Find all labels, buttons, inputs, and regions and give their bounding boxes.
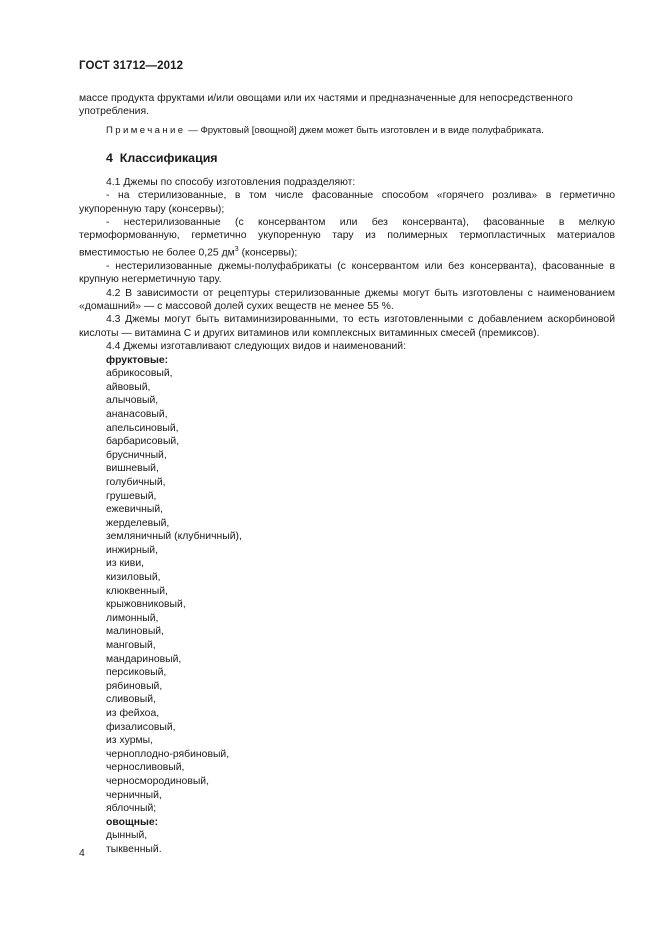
clause-4-1: 4.1 Джемы по способу изготовления подразделяют: <box>106 176 356 188</box>
list-item: ананасовый, <box>106 408 168 420</box>
list-item: сливовый, <box>106 694 156 706</box>
list-item: черничный, <box>106 789 162 801</box>
list-item: вишневый, <box>106 463 159 475</box>
list-item: жерделевый, <box>106 517 170 529</box>
list-item: апельсиновый, <box>106 422 179 434</box>
list-item: из хурмы, <box>106 735 154 747</box>
vegetable-group-label: овощные: <box>106 816 159 828</box>
fruit-group-label: фруктовые: <box>106 354 169 366</box>
list-item: инжирный, <box>106 544 158 556</box>
section-number: 4 <box>106 150 113 165</box>
list-item: мандариновый, <box>106 653 182 665</box>
clause-4-1-item-b <box>79 216 615 260</box>
section-heading <box>79 151 615 166</box>
list-item: земляничный (клубничный), <box>106 531 242 543</box>
intro-line-2: употребления. <box>79 106 149 118</box>
list-item: лимонный, <box>106 612 159 624</box>
clause-4-4: 4.4 Джемы изготавливают следующих видов и наименований: <box>106 341 406 353</box>
list-item: физалисовый, <box>106 721 176 733</box>
note-paragraph <box>79 125 615 137</box>
list-item: клюквенный, <box>106 585 168 597</box>
list-item: малиновый, <box>106 626 164 638</box>
clause-4-1-item-b-superscript: 3 <box>234 245 239 253</box>
clause-4-2: 4.2 В зависимости от рецептуры стерилизованные джемы могут быть изготовлены с наименованием «домашний» — с массовой долей сухих веществ не менее 55 %. <box>79 287 615 312</box>
clause-4-1-item-b-tail: (консервы); <box>238 247 298 259</box>
list-item: крыжовниковый, <box>106 599 186 611</box>
note-label: Примечание <box>106 124 186 136</box>
clause-4-1-item-b-text: - нестерилизованные (с консервантом или без консерванта), фасованные в мелкую термоформованную, герметично укупоренную тару из полимерных термопластичных материалов вместимостью не более 0,25 дм <box>79 217 615 259</box>
list-item: айвовый, <box>106 381 151 393</box>
list-item: алычовый, <box>106 395 159 407</box>
intro-line-1: массе продукта фруктами и/или овощами или их частями и предназначенные для непосредственного <box>79 93 573 104</box>
list-item: черносмородиновый, <box>106 775 209 787</box>
list-item: тыквенный. <box>106 843 162 855</box>
fruit-items <box>106 367 615 816</box>
list-item: рябиновый, <box>106 680 163 692</box>
list-item: манговый, <box>106 640 156 652</box>
page-number: 4 <box>79 848 85 859</box>
list-item: персиковый, <box>106 667 167 679</box>
list-item: дынный, <box>106 830 148 842</box>
standard-code-header: ГОСТ 31712—2012 <box>79 60 184 72</box>
list-item: кизиловый, <box>106 572 161 584</box>
list-item: черносливовый, <box>106 762 185 774</box>
intro-paragraph <box>79 92 615 119</box>
list-item: из фейхоа, <box>106 708 160 719</box>
vegetable-items <box>106 829 615 856</box>
list-item: барбарисовый, <box>106 436 180 448</box>
list-item: абрикосовый, <box>106 368 173 380</box>
section-title: Классификация <box>119 150 218 165</box>
list-item: брусничный, <box>106 449 167 461</box>
clause-4-1-item-c: - нестерилизованные джемы-полуфабрикаты (с консервантом или без консерванта), фасованные в крупную негерметичную тару. <box>79 260 615 286</box>
clause-4-3: 4.3 Джемы могут быть витаминизированными, то есть изготовленными с добавлением аскорбиновой кислоты — витамина С и других витаминов или комплексных витаминных смесей (премиксов). <box>79 314 615 339</box>
document-body <box>79 92 615 857</box>
jam-types-list <box>79 354 615 857</box>
list-item: голубичный, <box>106 476 166 488</box>
list-item: черноплодно-рябиновый, <box>106 748 230 760</box>
list-item: грушевый, <box>106 490 157 502</box>
note-text: — Фруктовый [овощной] джем может быть изготовлен и в виде полуфабриката. <box>185 124 544 136</box>
clause-4-1-item-a: - на стерилизованные, в том числе фасованные способом «горячего розлива» в герметично укупоренную тару (консервы); <box>79 190 615 215</box>
list-item: яблочный; <box>106 803 157 815</box>
list-item: из киви, <box>106 558 145 570</box>
list-item: ежевичный, <box>106 504 164 516</box>
